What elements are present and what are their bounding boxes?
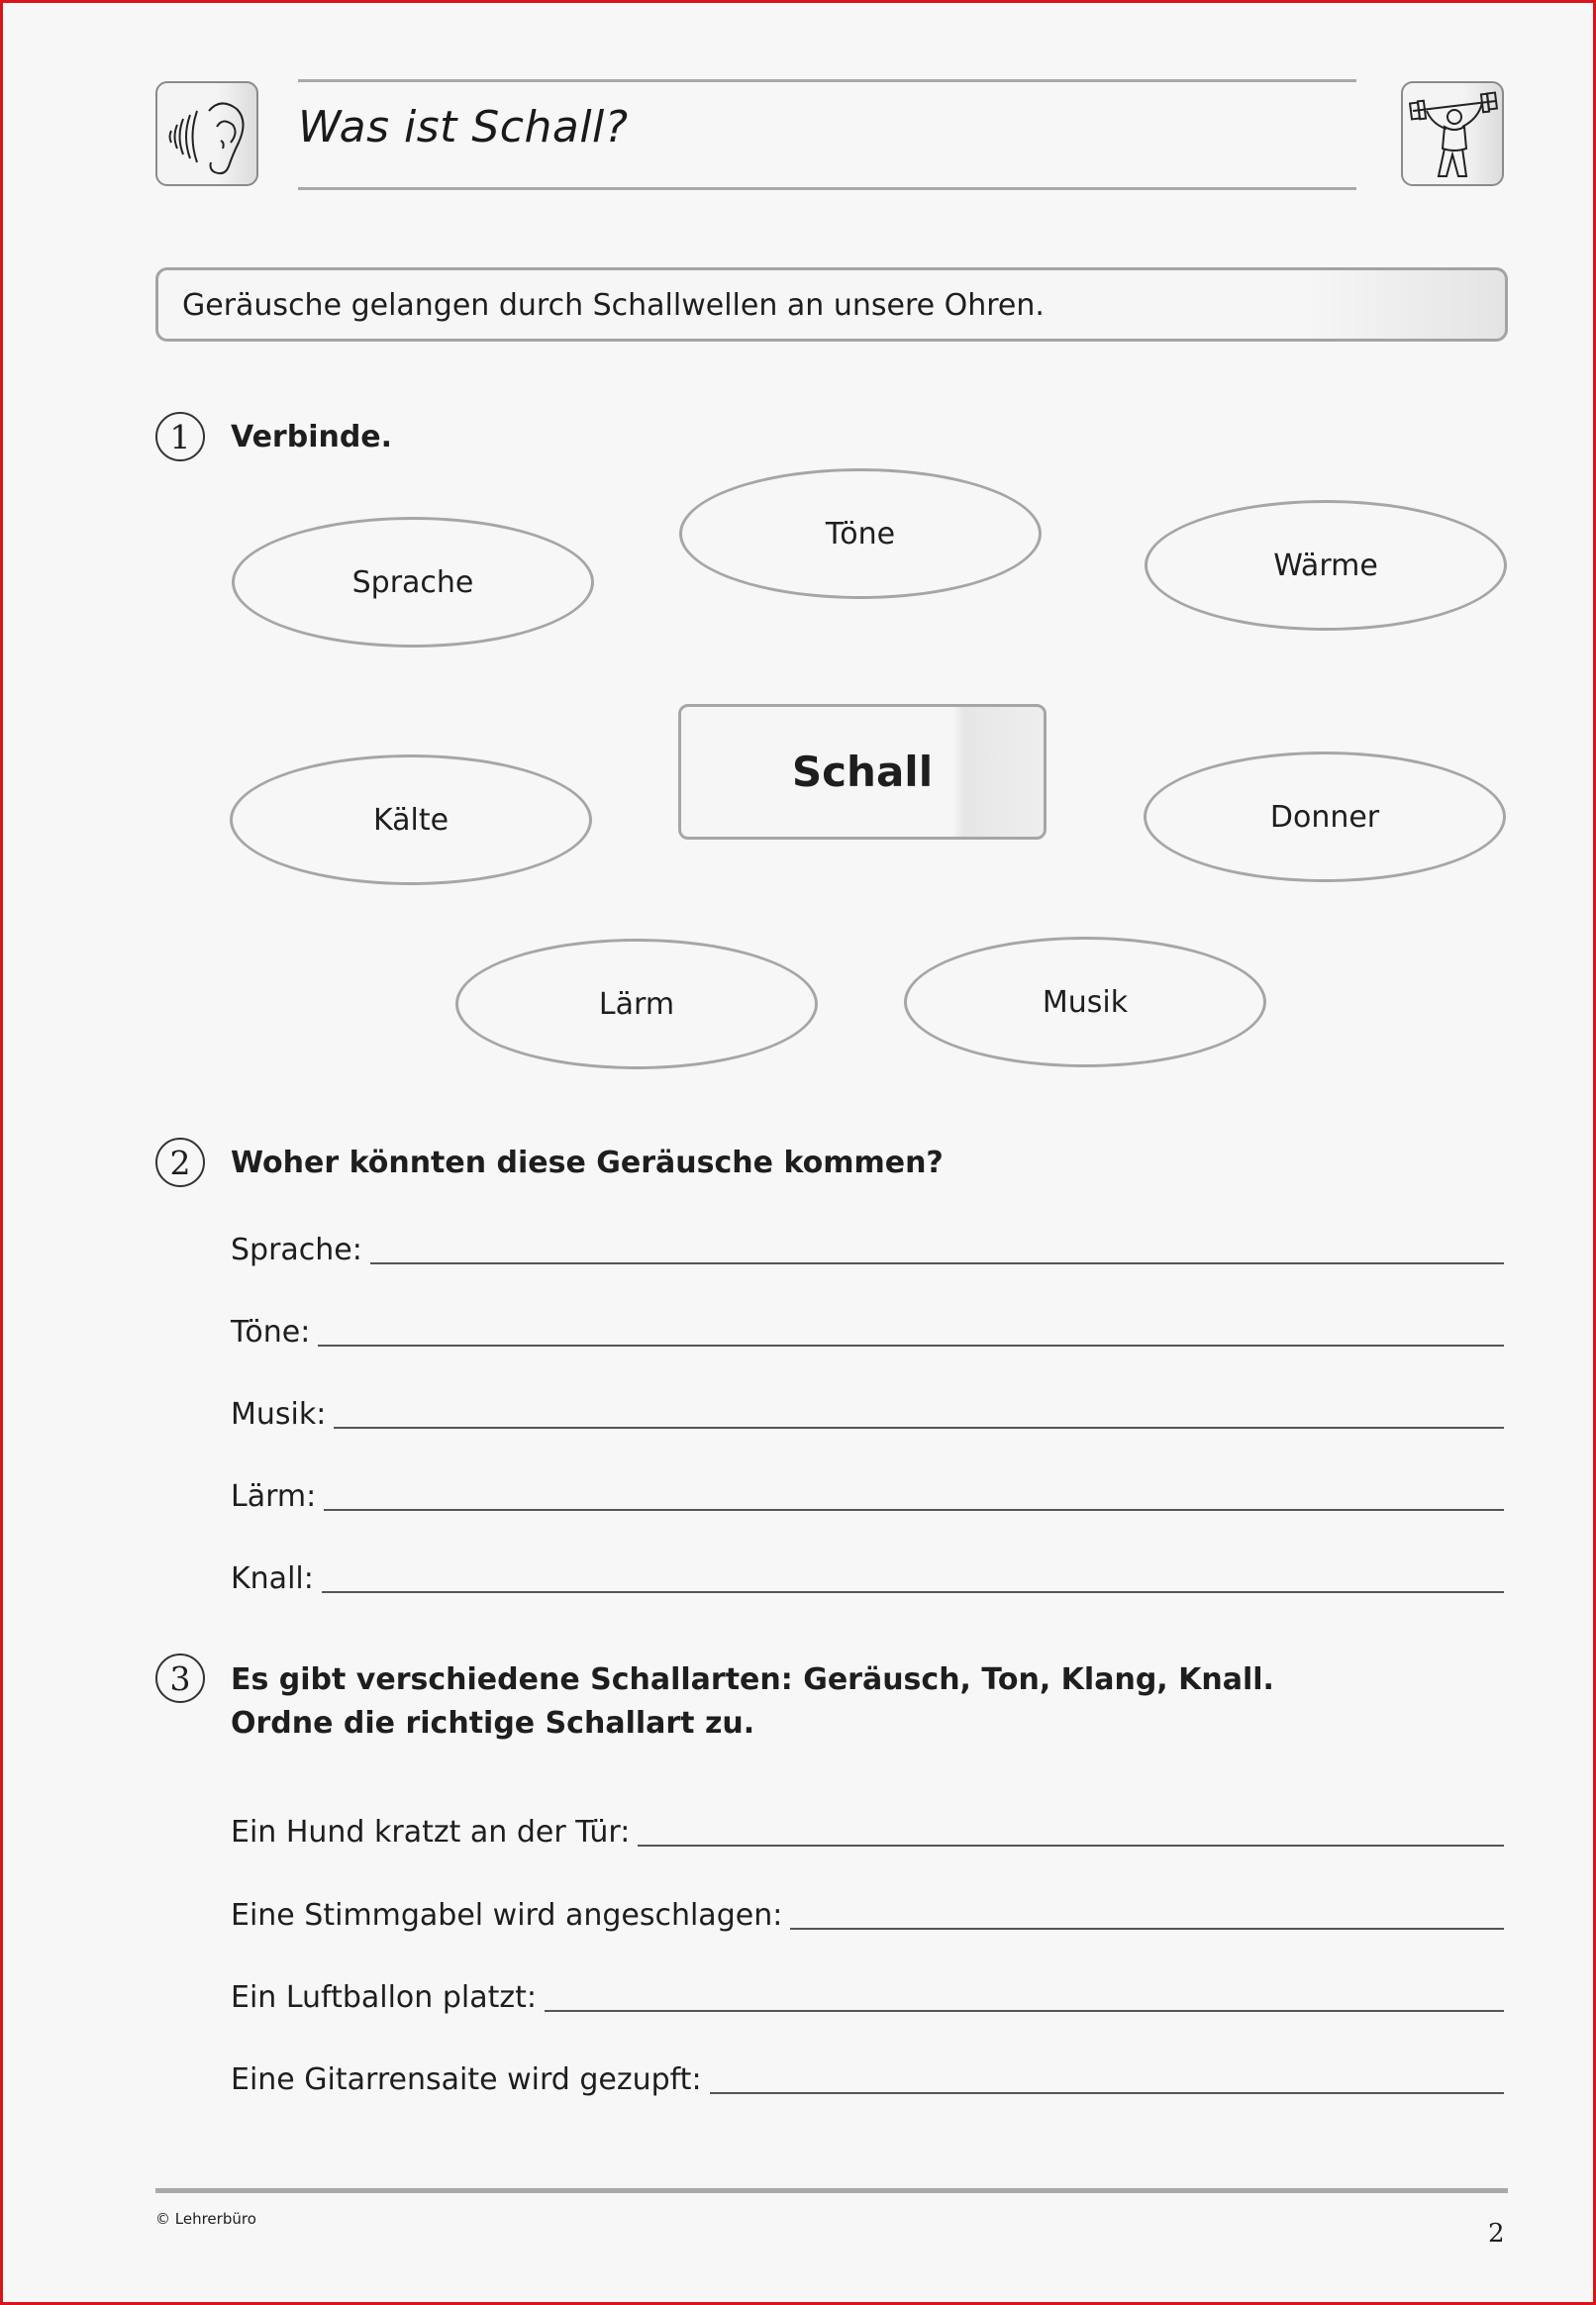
oval-kaelte[interactable]: Kälte bbox=[230, 754, 592, 885]
copyright: © Lehrerbüro bbox=[155, 2210, 256, 2228]
answer-line[interactable] bbox=[318, 1345, 1504, 1347]
task-number-2: 2 bbox=[155, 1138, 205, 1187]
oval-donner[interactable]: Donner bbox=[1144, 752, 1506, 882]
answer-label: Lärm: bbox=[231, 1479, 317, 1514]
answer-row-musik[interactable] bbox=[231, 1385, 1504, 1433]
answer-label: Sprache: bbox=[231, 1233, 362, 1267]
answer-line[interactable] bbox=[322, 1591, 1504, 1593]
answer-row-stimmgabel[interactable] bbox=[231, 1886, 1504, 1934]
oval-musik[interactable]: Musik bbox=[904, 937, 1266, 1067]
answer-line[interactable] bbox=[370, 1262, 1504, 1264]
answer-row-luftballon[interactable] bbox=[231, 1968, 1504, 2016]
oval-toene[interactable]: Töne bbox=[679, 468, 1042, 599]
page-title: Was ist Schall? bbox=[298, 102, 629, 152]
task3-line2: Ordne die richtige Schallart zu. bbox=[231, 1706, 755, 1741]
info-box bbox=[155, 267, 1508, 342]
answer-label: Knall: bbox=[231, 1561, 314, 1596]
answer-line[interactable] bbox=[638, 1845, 1504, 1847]
strongman-icon bbox=[1401, 81, 1504, 186]
oval-waerme[interactable]: Wärme bbox=[1145, 500, 1507, 631]
answer-line[interactable] bbox=[324, 1509, 1504, 1511]
task-number-3: 3 bbox=[155, 1654, 205, 1703]
answer-line[interactable] bbox=[710, 2092, 1504, 2094]
answer-label: Musik: bbox=[231, 1397, 327, 1432]
answer-row-gitarrensaite[interactable] bbox=[231, 2051, 1504, 2098]
answer-row-hund[interactable] bbox=[231, 1803, 1504, 1851]
answer-row-knall[interactable] bbox=[231, 1550, 1504, 1597]
task3-line1: Es gibt verschiedene Schallarten: Geräusch, Ton, Klang, Knall. bbox=[231, 1662, 1274, 1697]
oval-sprache[interactable]: Sprache bbox=[232, 517, 594, 648]
answer-row-toene[interactable] bbox=[231, 1303, 1504, 1351]
title-top-rule bbox=[298, 79, 1356, 82]
answer-row-laerm[interactable] bbox=[231, 1467, 1504, 1515]
ear-icon bbox=[155, 81, 258, 186]
answer-line[interactable] bbox=[545, 2010, 1504, 2012]
answer-label: Eine Gitarrensaite wird gezupft: bbox=[231, 2062, 702, 2097]
task2-question: Woher könnten diese Geräusche kommen? bbox=[231, 1146, 944, 1180]
footer-rule bbox=[155, 2188, 1508, 2193]
title-bottom-rule bbox=[298, 187, 1356, 190]
oval-laerm[interactable]: Lärm bbox=[455, 939, 818, 1069]
answer-label: Töne: bbox=[231, 1315, 311, 1350]
page-number: 2 bbox=[1488, 2219, 1505, 2249]
task1-instruction: Verbinde. bbox=[231, 420, 393, 454]
answer-label: Ein Luftballon platzt: bbox=[231, 1980, 537, 2015]
info-text: Geräusche gelangen durch Schallwellen an unsere Ohren. bbox=[182, 288, 1045, 323]
schall-center-box: Schall bbox=[678, 704, 1047, 840]
answer-label: Ein Hund kratzt an der Tür: bbox=[231, 1815, 631, 1850]
answer-row-sprache[interactable] bbox=[231, 1221, 1504, 1268]
answer-line[interactable] bbox=[334, 1427, 1504, 1429]
answer-line[interactable] bbox=[790, 1928, 1504, 1930]
answer-label: Eine Stimmgabel wird angeschlagen: bbox=[231, 1898, 783, 1933]
task-number-1: 1 bbox=[155, 412, 205, 461]
